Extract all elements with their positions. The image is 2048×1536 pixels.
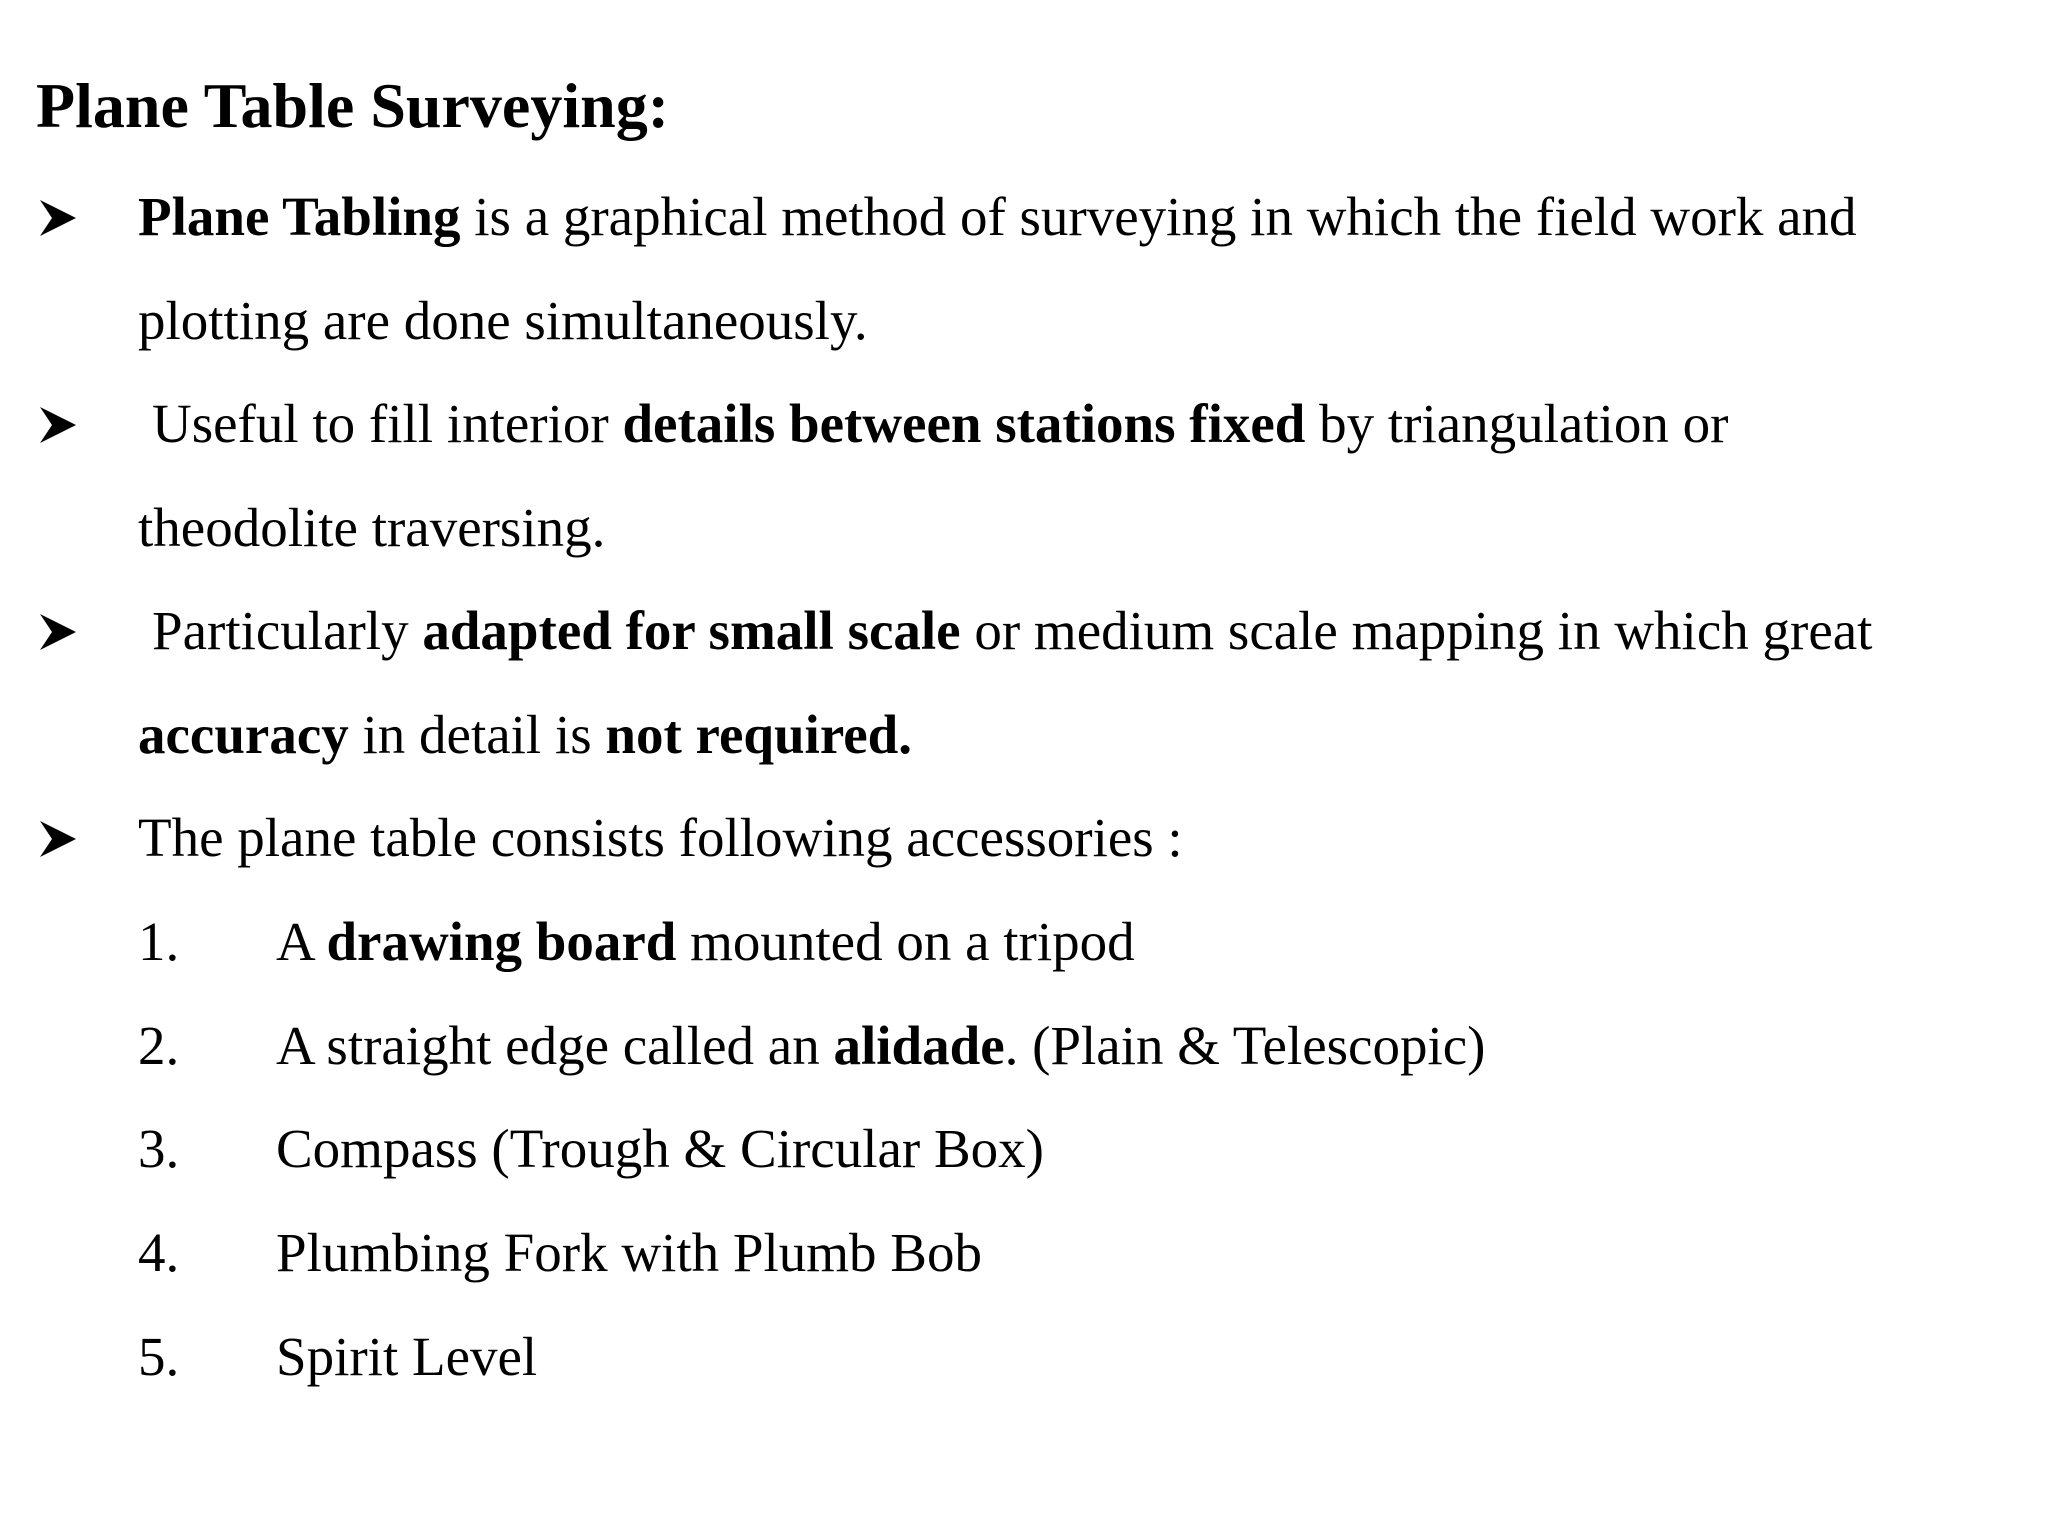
accessory-1-number: 1. (138, 911, 180, 972)
accessory-5-text: Spirit Level (276, 1326, 538, 1387)
accessory-2-text-b: . (Plain & Telescopic) (1004, 1015, 1486, 1076)
bullet-1-bold-term: Plane Tabling (138, 186, 461, 247)
bullet-2-bold-term: details between stations fixed (622, 393, 1306, 454)
bullet-3-text-b: or medium scale mapping in which great (960, 600, 1873, 661)
accessory-1-bold-term: drawing board (326, 911, 677, 972)
bullet-2-text-a: Useful to fill interior (152, 393, 623, 454)
accessory-2-text-a: A straight edge called an (276, 1015, 834, 1076)
bullet-1-text: is a graphical method of surveying in which the field work and (460, 186, 1857, 247)
accessory-1-text-b: mounted on a tripod (676, 911, 1135, 972)
bullet-3-line-2 (138, 700, 912, 770)
accessory-2-bold-term: alidade (833, 1015, 1005, 1076)
accessory-3-number: 3. (138, 1118, 180, 1179)
accessory-4-text: Plumbing Fork with Plumb Bob (276, 1222, 982, 1283)
bullet-2-line-2: theodolite traversing. (138, 497, 606, 558)
bullet-2-text-b: by triangulation or (1305, 393, 1729, 454)
bullet-2-line-1 (152, 389, 1728, 459)
bullet-3-line-1 (152, 596, 1872, 666)
bullet-3-bold-not-required: not required. (605, 704, 912, 765)
page-title: Plane Table Surveying: (36, 70, 669, 141)
arrowhead-bullet-icon (36, 817, 80, 861)
accessory-1-text-a: A (276, 911, 327, 972)
arrowhead-bullet-icon (36, 196, 80, 240)
accessory-1-text (276, 907, 1135, 977)
bullet-3-bold-term: adapted for small scale (422, 600, 961, 661)
arrowhead-bullet-icon (36, 610, 80, 654)
accessory-4-number: 4. (138, 1222, 180, 1283)
accessory-5-number: 5. (138, 1326, 180, 1387)
accessory-2-number: 2. (138, 1015, 180, 1076)
accessory-3-text: Compass (Trough & Circular Box) (276, 1118, 1044, 1179)
accessory-2-text (276, 1011, 1485, 1081)
bullet-3-bold-accuracy: accuracy (138, 704, 349, 765)
bullet-1-line-1 (138, 182, 1857, 252)
bullet-3-text-c: in detail is (348, 704, 606, 765)
arrowhead-bullet-icon (36, 403, 80, 447)
bullet-4-line-1: The plane table consists following accessories : (138, 807, 1183, 868)
bullet-1-line-2: plotting are done simultaneously. (138, 290, 868, 351)
bullet-3-text-a: Particularly (152, 600, 423, 661)
